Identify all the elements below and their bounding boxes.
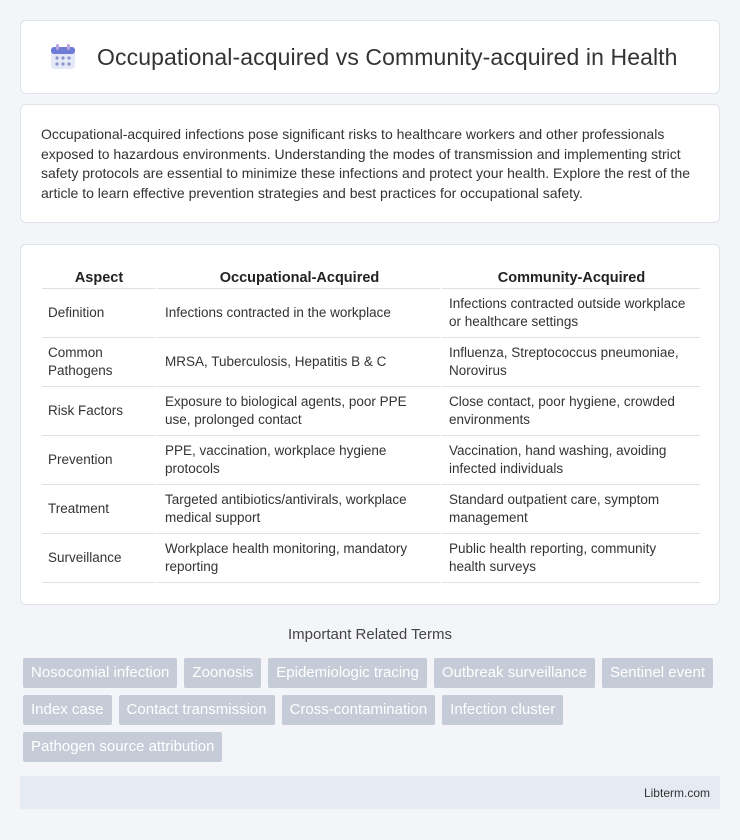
row-occupational: Infections contracted in the workplace [156,289,440,338]
title-card [20,20,720,94]
intro-text: Occupational-acquired infections pose significant risks to healthcare workers and other professionals exposed to hazardous environments. Understanding the modes of transmission and implementing strict safety protocols are essential to minimize these infections and protect your health. Explore the rest of the article to learn effective prevention strategies and best practices for occupational safety. [41,126,691,201]
header-aspect: Aspect [42,267,156,289]
table-row [42,534,700,583]
row-community: Standard outpatient care, symptom management [440,485,700,534]
row-aspect: Treatment [42,485,156,534]
term-tag[interactable]: Outbreak surveillance [434,658,595,688]
row-occupational: Exposure to biological agents, poor PPE use, prolonged contact [156,387,440,436]
table-row [42,436,700,485]
term-tag[interactable]: Nosocomial infection [23,658,177,688]
row-occupational: MRSA, Tuberculosis, Hepatitis B & C [156,338,440,387]
row-community: Close contact, poor hygiene, crowded environments [440,387,700,436]
row-occupational: Targeted antibiotics/antivirals, workplace medical support [156,485,440,534]
table-header-row [42,267,700,289]
term-tag[interactable]: Sentinel event [602,658,713,688]
term-tag[interactable]: Pathogen source attribution [23,732,222,762]
term-tag[interactable]: Epidemiologic tracing [268,658,427,688]
header-community: Community-Acquired [440,267,700,289]
row-community: Influenza, Streptococcus pneumoniae, Norovirus [440,338,700,387]
term-tag[interactable]: Zoonosis [184,658,261,688]
footer-site-link[interactable]: Libterm.com [643,785,710,800]
row-community: Vaccination, hand washing, avoiding infected individuals [440,436,700,485]
row-occupational: PPE, vaccination, workplace hygiene protocols [156,436,440,485]
related-terms-list [23,658,723,769]
header-occupational: Occupational-Acquired [156,267,440,289]
row-aspect: Surveillance [42,534,156,583]
row-community: Infections contracted outside workplace or healthcare settings [440,289,700,338]
term-tag[interactable]: Contact transmission [119,695,275,725]
table-row [42,387,700,436]
row-aspect: Definition [42,289,156,338]
term-tag[interactable]: Cross-contamination [282,695,436,725]
row-occupational: Workplace health monitoring, mandatory reporting [156,534,440,583]
term-tag[interactable]: Index case [23,695,112,725]
comparison-table [42,267,700,583]
footer [20,776,720,809]
table-row [42,338,700,387]
row-community: Public health reporting, community health surveys [440,534,700,583]
page-title: Occupational-acquired vs Community-acquired in Health [97,43,678,70]
related-terms-title: Important Related Terms [288,626,452,643]
intro-card [20,104,720,223]
row-aspect: Common Pathogens [42,338,156,387]
table-row [42,485,700,534]
table-row [42,289,700,338]
comparison-card [20,244,720,605]
term-tag[interactable]: Infection cluster [442,695,563,725]
row-aspect: Risk Factors [42,387,156,436]
calendar-icon [49,43,77,71]
row-aspect: Prevention [42,436,156,485]
